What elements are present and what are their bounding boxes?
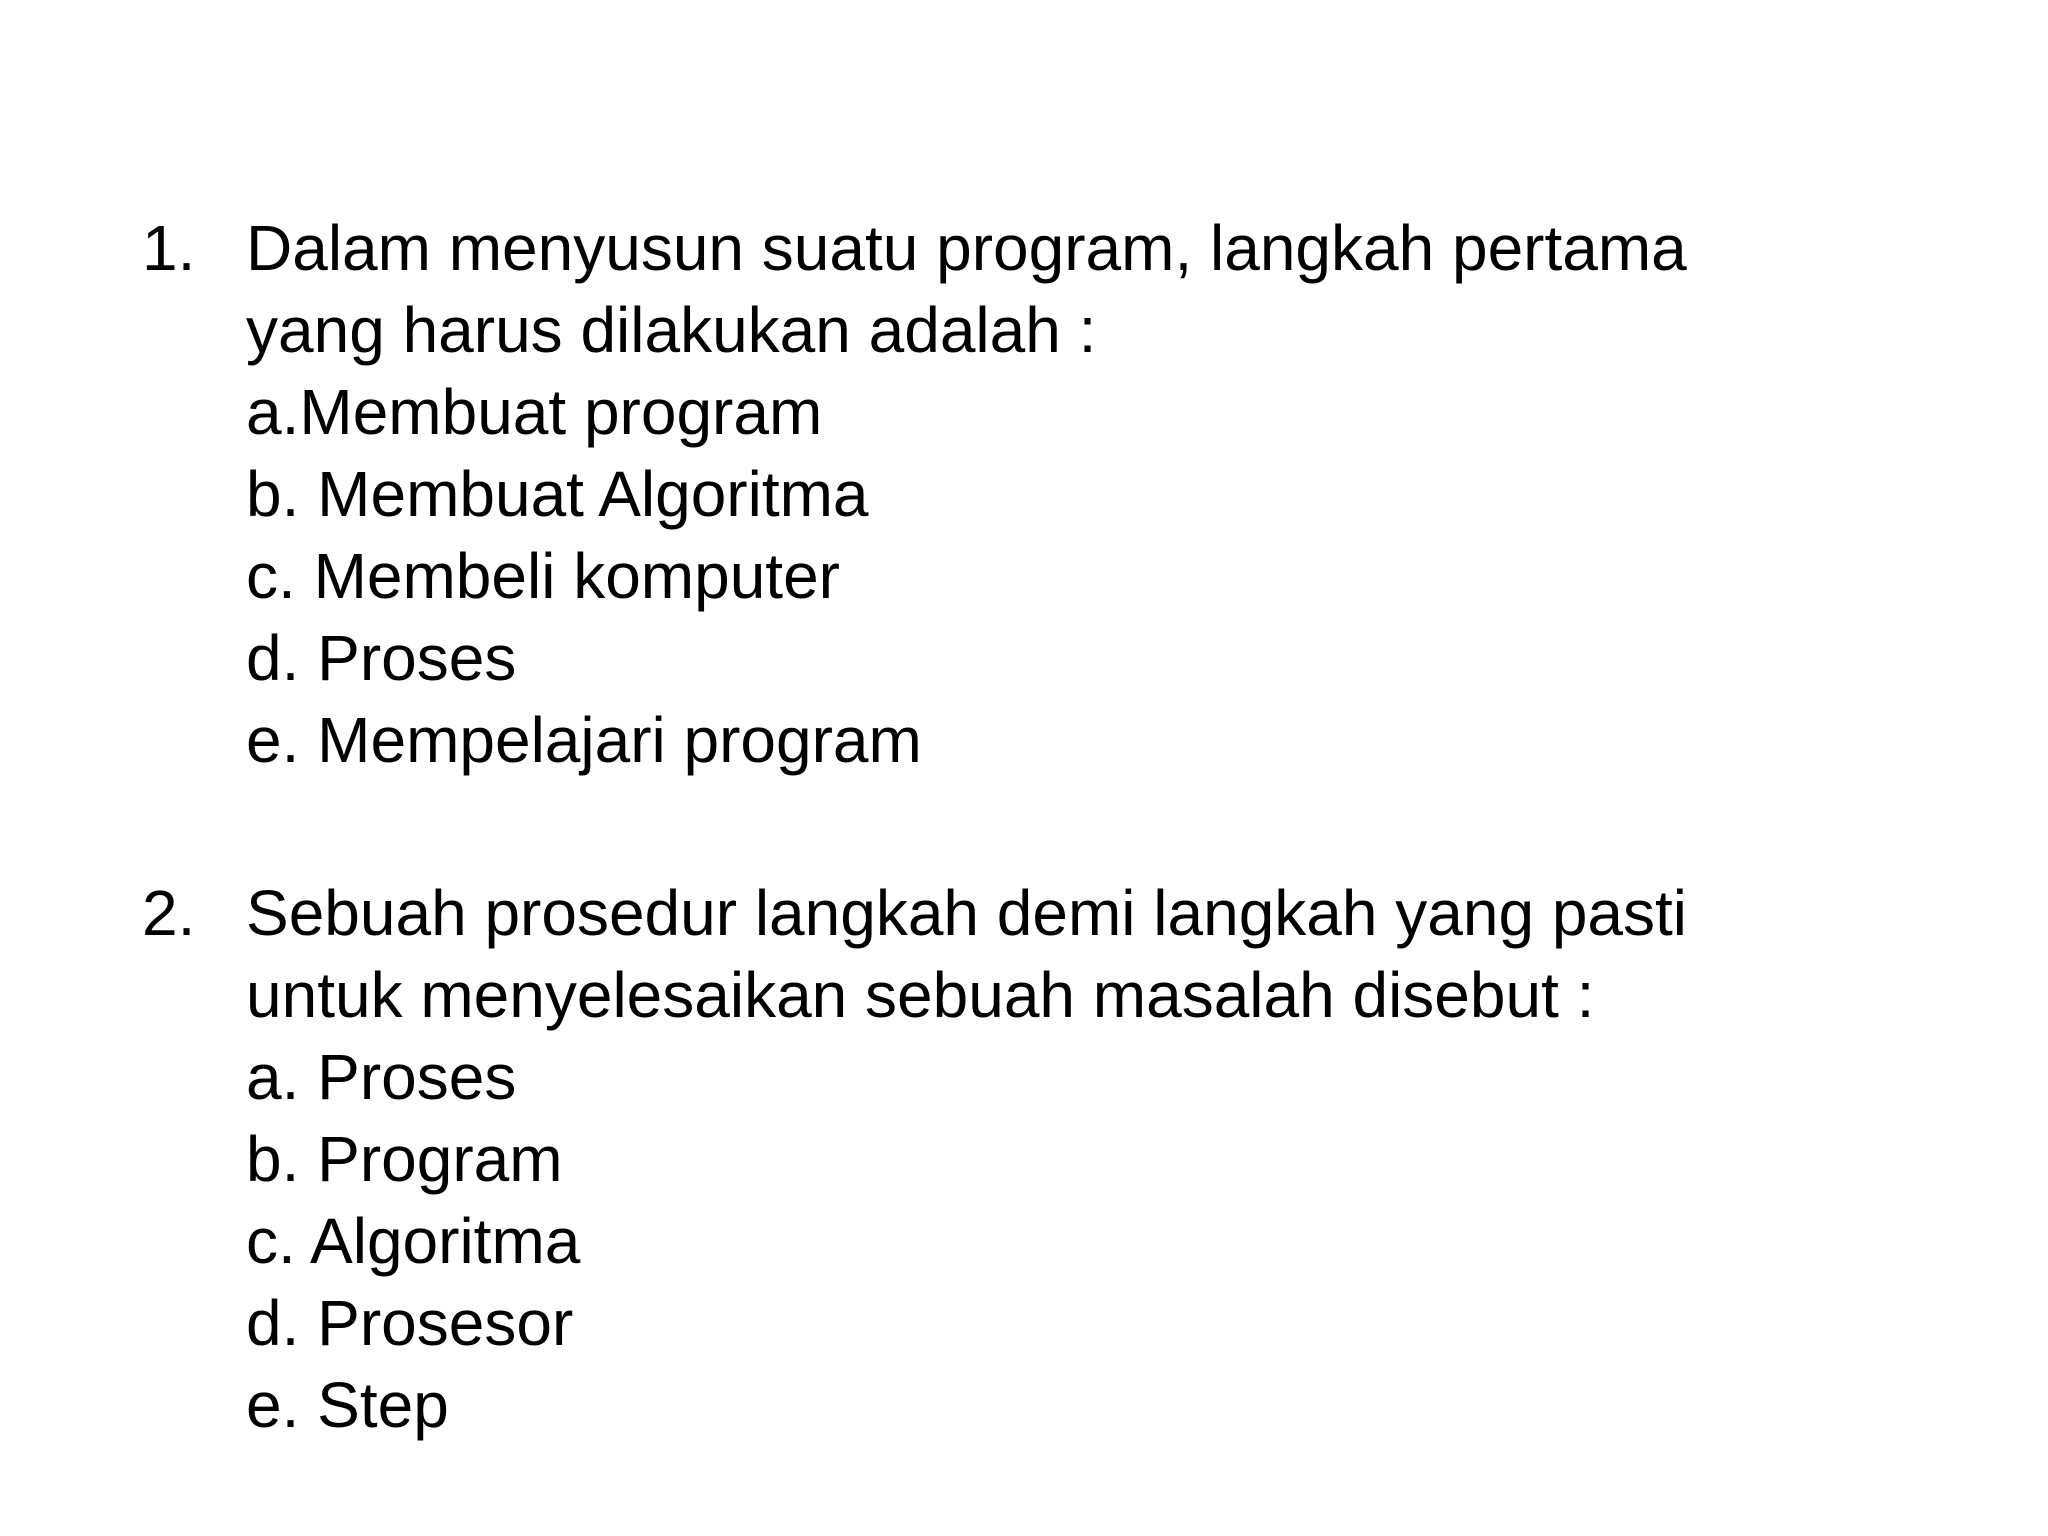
question-text-line: Dalam menyusun suatu program, langkah pertama (246, 212, 1687, 284)
question-body (246, 872, 1946, 1446)
question-body (246, 207, 1946, 781)
option-b: b. Program (246, 1123, 563, 1195)
question-number: 1. (142, 212, 196, 284)
option-e: e. Mempelajari program (246, 704, 922, 776)
option-b: b. Membuat Algoritma (246, 458, 869, 530)
question-text-line: untuk menyelesaikan sebuah masalah disebut : (246, 959, 1595, 1031)
option-d: d. Prosesor (246, 1287, 574, 1359)
option-c: c. Membeli komputer (246, 540, 840, 612)
option-a: a. Proses (246, 1041, 517, 1113)
option-e: e. Step (246, 1369, 449, 1441)
question-number: 2. (142, 877, 196, 949)
option-a: a.Membuat program (246, 376, 823, 448)
question-text-line: yang harus dilakukan adalah : (246, 294, 1097, 366)
option-d: d. Proses (246, 622, 517, 694)
option-c: c. Algoritma (246, 1205, 581, 1277)
question-text-line: Sebuah prosedur langkah demi langkah yang pasti (246, 877, 1687, 949)
